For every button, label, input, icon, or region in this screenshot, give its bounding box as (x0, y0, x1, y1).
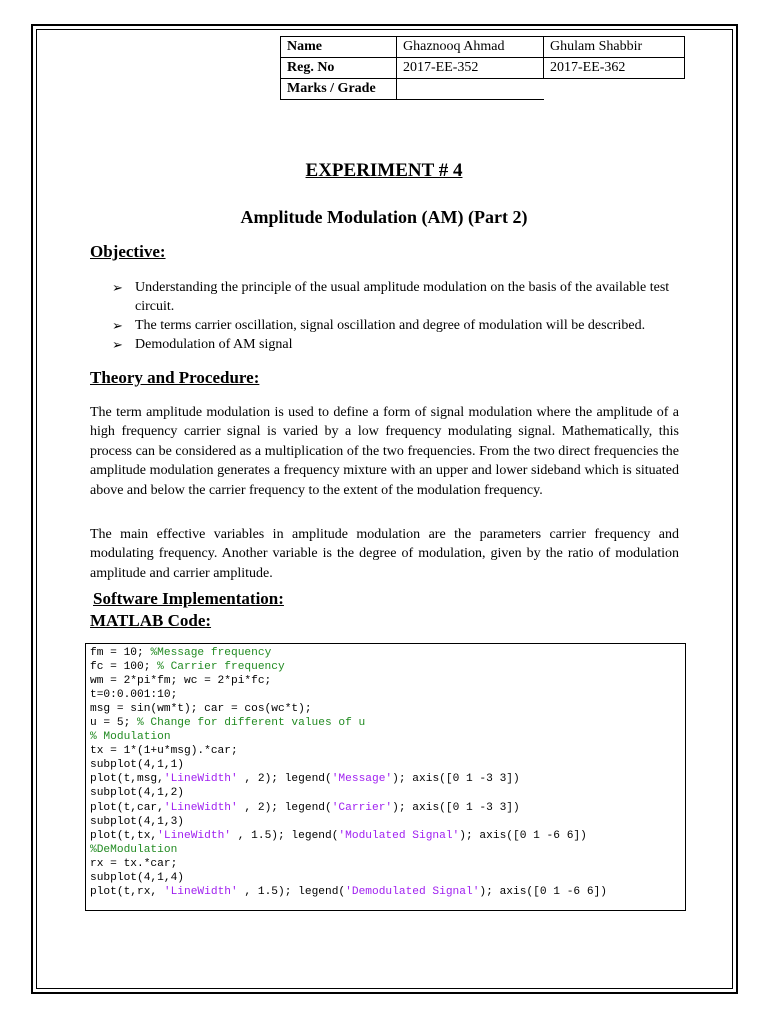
code-text: u = 5; (90, 717, 137, 730)
code-line (90, 744, 681, 758)
code-string: 'LineWidth' (157, 829, 231, 842)
list-item: ➢ Understanding the principle of the usual amplitude modulation on the basis of the available test circuit. (112, 280, 670, 314)
code-comment: % Change for different values of u (137, 717, 366, 730)
code-text: fm = 10; (90, 647, 151, 659)
code-text: rx = tx.*car; (90, 857, 178, 870)
code-string: 'Carrier' (331, 801, 393, 814)
code-string: 'LineWidth' (163, 773, 238, 786)
code-text: ); axis([0 1 -3 3]) (392, 773, 520, 786)
code-text: ); axis([0 1 -3 3]) (392, 801, 520, 814)
code-text: subplot(4,1,4) (90, 871, 184, 884)
code-comment: % Carrier frequency (157, 661, 285, 674)
code-text: , 1.5); legend( (231, 829, 339, 842)
name-student-1: Ghaznooq Ahmad (397, 37, 544, 58)
code-line (90, 702, 681, 716)
code-text: subplot(4,1,2) (90, 787, 184, 800)
arrow-bullet-icon: ➢ (112, 280, 123, 295)
objective-list (110, 278, 680, 354)
code-text: ); axis([0 1 -6 6]) (479, 885, 607, 898)
code-line (90, 801, 681, 815)
code-text: plot(t,rx, (90, 885, 164, 898)
arrow-bullet-icon: ➢ (112, 318, 123, 333)
code-comment: %Message frequency (150, 647, 272, 659)
code-line (90, 829, 681, 843)
code-text: wm = 2*pi*fm; wc = 2*pi*fc; (90, 675, 272, 688)
code-line (90, 688, 681, 702)
code-string: 'LineWidth' (163, 885, 238, 898)
code-comment: % Modulation (90, 731, 171, 744)
code-string: 'Demodulated Signal' (345, 885, 480, 898)
code-line (90, 716, 681, 730)
code-line (90, 857, 681, 871)
code-line (90, 758, 681, 772)
code-string: 'LineWidth' (163, 801, 238, 814)
code-comment: %DeModulation (90, 843, 178, 856)
code-text: plot(t,car, (90, 801, 164, 814)
list-item: ➢ The terms carrier oscillation, signal oscillation and degree of modulation will be described. (112, 318, 646, 333)
code-string: 'Modulated Signal' (338, 829, 460, 842)
experiment-title: EXPERIMENT # 4 (305, 160, 463, 181)
code-line (90, 815, 681, 829)
code-line (90, 660, 681, 674)
code-text: , 2); legend( (237, 773, 332, 786)
code-text: t=0:0.001:10; (90, 689, 178, 702)
code-line (90, 772, 681, 786)
code-text: tx = 1*(1+u*msg).*car; (90, 745, 238, 758)
code-text: subplot(4,1,3) (90, 815, 184, 828)
objective-heading: Objective: (90, 242, 166, 261)
table-row (281, 37, 685, 58)
arrow-bullet-icon: ➢ (112, 337, 123, 352)
code-line (90, 885, 681, 899)
marks-grade-value (397, 79, 544, 100)
theory-heading: Theory and Procedure: (90, 368, 260, 387)
code-line (90, 843, 681, 857)
table-row (281, 79, 685, 100)
code-text: ); axis([0 1 -6 6]) (459, 829, 587, 842)
code-text: subplot(4,1,1) (90, 759, 184, 772)
code-text: , 2); legend( (237, 801, 332, 814)
code-string: 'Message' (331, 773, 393, 786)
code-text: fc = 100; (90, 661, 158, 674)
code-line (90, 786, 681, 800)
list-item: ➢ Demodulation of AM signal (112, 337, 293, 352)
code-line (90, 646, 681, 660)
theory-paragraph-1: The term amplitude modulation is used to define a form of signal modulation where the amplitude of a high frequency carrier signal is varied by a low frequency modulating signal. Mathematically, this process can be considered as a multiplication of the two frequencies. From the two direct frequencies the amplitude modulation generates a frequency mixture with an upper and lower sideband which is situated above and below the carrier frequency to the extent of the modulation frequency. (90, 405, 679, 498)
marks-grade-label: Marks / Grade (281, 79, 397, 100)
software-heading: Software Implementation: (93, 589, 284, 608)
table-row (281, 58, 685, 79)
code-line (90, 871, 681, 885)
reg-no-student-1: 2017-EE-352 (397, 58, 544, 79)
name-student-2: Ghulam Shabbir (544, 37, 685, 58)
code-text: msg = sin(wm*t); car = cos(wc*t); (90, 703, 312, 716)
code-text: , 1.5); legend( (237, 885, 346, 898)
name-label: Name (281, 37, 397, 58)
code-text: plot(t,msg, (90, 773, 164, 786)
matlab-code-block (85, 643, 686, 911)
code-text: plot(t,tx, (90, 829, 158, 842)
code-line (90, 730, 681, 744)
matlab-code-heading: MATLAB Code: (90, 611, 212, 630)
code-line (90, 674, 681, 688)
experiment-subtitle: Amplitude Modulation (AM) (Part 2) (240, 207, 528, 227)
theory-paragraph-2: The main effective variables in amplitude modulation are the parameters carrier frequency and modulating frequency. Another variable is the degree of modulation, given by the ratio of modulation amplitude and carrier amplitude. (90, 527, 679, 581)
reg-no-label: Reg. No (281, 58, 397, 79)
info-table (280, 36, 685, 100)
marks-grade-empty (544, 79, 685, 100)
reg-no-student-2: 2017-EE-362 (544, 58, 685, 79)
